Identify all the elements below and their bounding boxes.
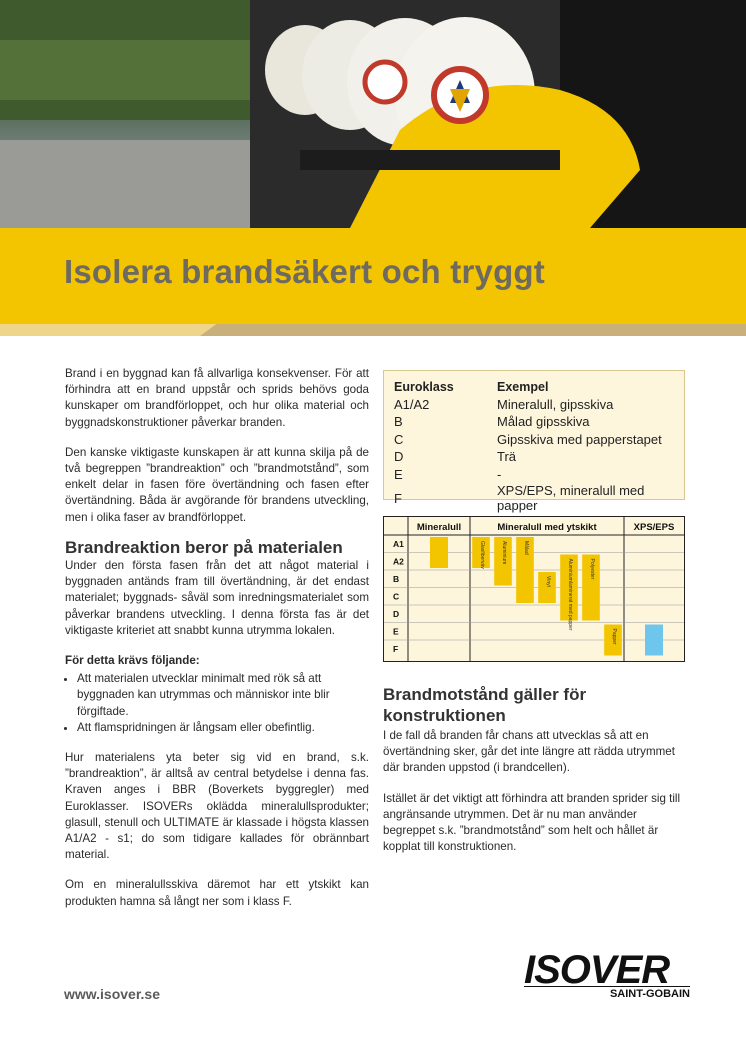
table-header-euroklass: Euroklass: [394, 379, 454, 394]
section-heading-brandmotstand: Brandmotstånd gäller för konstruktionen: [383, 685, 587, 725]
table-header-exempel: Exempel: [497, 379, 549, 394]
chart-class-label: A1: [393, 539, 404, 549]
table-cell-class: D: [394, 449, 404, 465]
logo-wordmark: ISOVER: [524, 948, 670, 992]
intro-paragraph-1: Brand i en byggnad kan få allvarliga konsekvenser. För att förhindra att en brand uppstår och sprids behövs goda kunskaper om brandförloppet, och hur olika material och byggnadskonstruktioner påverkar branden.: [65, 367, 369, 429]
list-item: • Att materialen utvecklar minimalt med rök så att byggnaden kan utrymmas och människor inte blir förgiftade.: [77, 671, 369, 720]
table-cell-class: C: [394, 431, 404, 447]
chart-bar-label: Aluminiumlaminerat med papper: [567, 558, 573, 631]
section2-paragraph-2: Istället är det viktigt att förhindra att branden sprider sig till angränsande utrymmen. Det är nu man använder begreppet s.k. ”brandmotstånd” som helt och hållet är kopplat till konstruktionen.: [383, 791, 681, 854]
header-photo: [0, 0, 746, 228]
table-cell-class: B: [394, 414, 403, 430]
table-row: [394, 448, 684, 466]
table-cell-example: Mineralull, gipsskiva: [497, 396, 614, 412]
chart-column-header: Mineralull med ytskikt: [497, 522, 597, 533]
section1-paragraph-2: Hur materialens yta beter sig vid en brand, s.k. ”brandreaktion”, är alltså av central betydelse i denna fas. Kraven anges i BBR (Boverkets byggregler) med Euroklasser. ISOVERs oklädda mineralullsprodukter; glasull, stenull och ULTIMATE är klassade i högsta klassen A1/A2 - s1; do som tidigare kallades för obrännbart material.: [65, 751, 369, 862]
table-row: [394, 396, 684, 414]
table-row: [394, 483, 684, 513]
left-column: [65, 366, 369, 924]
chart-bar-label: Vinyl: [545, 576, 551, 587]
isover-logo: [524, 948, 690, 1002]
intro-paragraph-2: Den kanske viktigaste kunskapen är att kunna skilja på de två begreppen ”brandreaktion” och ”brandmotstånd”, som enkelt delar in fasen före övertändning och fasen efter övertändning. Båda är avgörande för brandens utveckling, men i olika faser av brandförloppet.: [65, 445, 369, 524]
section1-paragraph: Under den första fasen från det att något material i byggnaden antänds fram till övertändning, är det endast materialet; byggnads- såväl som inredningsmaterialet som påverkar brandens utveckling. I denna första fas är det viktigaste kriteriet att snabbt kunna utrymma lokalen.: [65, 559, 369, 637]
euroclass-table-box: [383, 370, 685, 513]
chart-bar-label: Polyester: [589, 558, 595, 580]
table-cell-example: Gipsskiva med papperstapet: [497, 431, 662, 447]
banner-stripe-shadow: [200, 324, 746, 336]
chart-bar: [430, 537, 448, 568]
table-row: [394, 466, 684, 484]
chart-bar-label: Målad: [523, 541, 529, 555]
chart-bar-label: Papper: [611, 628, 617, 645]
chart-bar-label: Aluminium: [501, 541, 507, 565]
requirements-heading: För detta krävs följande:: [65, 654, 200, 668]
website-link[interactable]: www.isover.se: [64, 986, 160, 1002]
logo-subtitle: SAINT-GOBAIN: [524, 986, 690, 1000]
chart-class-label: F: [393, 644, 399, 654]
right-column: [383, 684, 683, 869]
table-row: [394, 413, 684, 431]
table-cell-example: Trä: [497, 449, 517, 465]
euroclass-chart-svg: [384, 517, 684, 661]
section1-paragraph-3: Om en mineralullsskiva däremot har ett ytskikt kan produkten hamna så långt ner som i klass F.: [65, 878, 369, 908]
chart-column-header: XPS/EPS: [633, 522, 675, 533]
euroclass-chart: [383, 516, 685, 662]
chart-class-label: E: [393, 626, 399, 637]
table-cell-class: F: [394, 490, 402, 506]
table-cell-example: XPS/EPS, mineralull med papper: [497, 483, 645, 513]
chart-class-label: D: [393, 609, 400, 619]
table-cell-example: -: [497, 466, 502, 482]
section-heading-brandreaktion: Brandreaktion beror på materialen: [65, 537, 343, 557]
table-cell-class: E: [394, 466, 403, 482]
chart-bar-label: Glasfiberväv: [479, 541, 485, 569]
chart-bar: [645, 625, 663, 656]
section2-paragraph-1: I de fall då branden får chans att utvecklas så att en övertändning sker, går det inte längre att rädda utrymmet där branden uppstod (i brandcellen).: [383, 729, 675, 775]
table-cell-class: A1/A2: [394, 396, 430, 412]
chart-class-label: C: [393, 591, 400, 602]
table-cell-example: Målad gipsskiva: [497, 414, 590, 430]
table-header-row: [394, 378, 684, 396]
table-row: [394, 431, 684, 449]
euroclass-table: [394, 378, 684, 513]
requirements-list: [65, 671, 369, 736]
chart-column-header: Mineralull: [416, 522, 462, 533]
chart-class-label: A2: [393, 556, 404, 567]
page-title: Isolera brandsäkert och tryggt: [64, 253, 545, 290]
chart-class-label: B: [393, 574, 400, 584]
list-item: • Att flamspridningen är långsam eller obefintlig.: [77, 720, 369, 736]
